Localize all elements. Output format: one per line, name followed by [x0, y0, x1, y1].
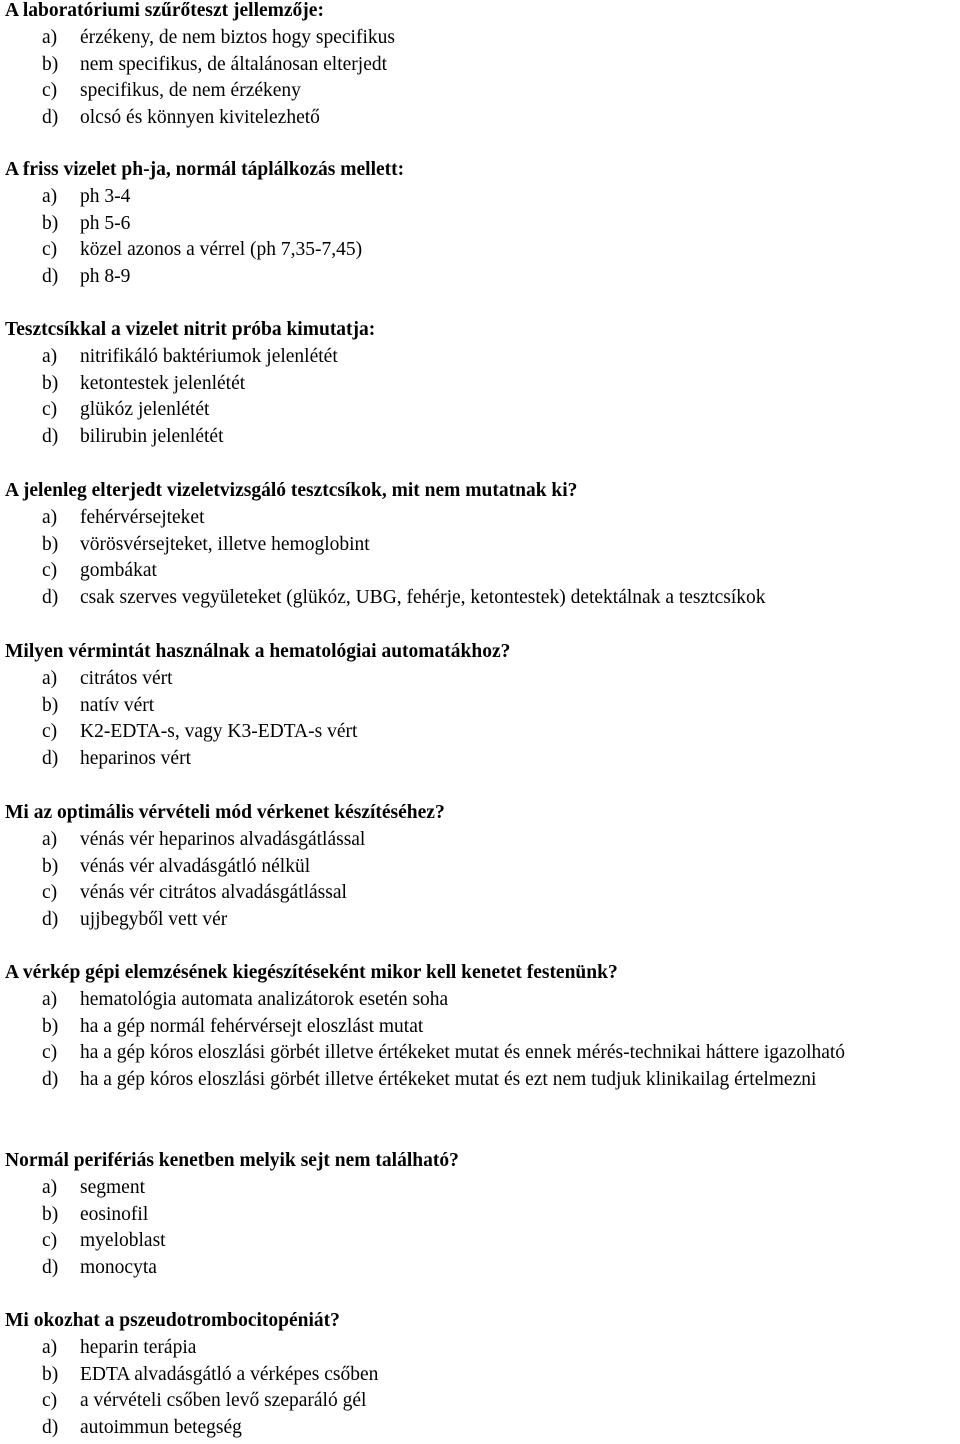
answer-option	[5, 1175, 960, 1202]
answer-option	[5, 666, 960, 693]
answer-option	[5, 987, 960, 1014]
option-letter: d)	[42, 748, 59, 770]
option-letter: c)	[42, 882, 58, 904]
option-letter: c)	[42, 1390, 58, 1412]
option-text: hematológia automata analizátorok esetén soha	[80, 988, 449, 1010]
question-title: Tesztcsíkkal a vizelet nitrit próba kimutatja:	[5, 319, 376, 340]
option-text: autoimmun betegség	[80, 1417, 242, 1439]
option-letter: d)	[42, 107, 59, 129]
question-title: Milyen vérmintát használnak a hematológiai automatákhoz?	[5, 641, 511, 662]
option-text: közel azonos a vérrel (ph 7,35-7,45)	[80, 239, 363, 261]
option-letter: c)	[42, 399, 58, 421]
option-text: ha a gép kóros eloszlási görbét illetve értékeket mutat és ennek mérés-technikai háttere igazolható	[80, 1042, 846, 1064]
option-letter: b)	[42, 855, 59, 877]
question-block	[5, 639, 960, 773]
option-text: heparinos vért	[80, 748, 192, 770]
answer-option	[5, 1067, 960, 1094]
option-text: olcsó és könnyen kivitelezhető	[80, 107, 320, 129]
answer-option	[5, 1228, 960, 1255]
option-text: glükóz jelenlétét	[80, 399, 210, 421]
question-title: A vérkép gépi elemzésének kiegészítéseként mikor kell kenetet festenünk?	[5, 962, 618, 983]
option-text: nem specifikus, de általánosan elterjedt	[80, 53, 388, 75]
option-letter: b)	[42, 1363, 59, 1385]
option-letter: a)	[42, 828, 58, 850]
option-text: myeloblast	[80, 1230, 166, 1252]
answer-option	[5, 719, 960, 746]
answer-option	[5, 424, 960, 451]
option-text: ha a gép normál fehérvérsejt eloszlást mutat	[80, 1015, 424, 1037]
answer-option	[5, 907, 960, 934]
option-letter: b)	[42, 372, 59, 394]
option-letter: d)	[42, 1417, 59, 1439]
option-letter: a)	[42, 667, 58, 689]
answer-option	[5, 1014, 960, 1041]
option-letter: a)	[42, 1176, 58, 1198]
answer-option	[5, 1040, 960, 1067]
option-letter: a)	[42, 345, 58, 367]
answer-option	[5, 585, 960, 612]
option-letter: d)	[42, 587, 59, 609]
option-letter: a)	[42, 988, 58, 1010]
option-text: vénás vér citrátos alvadásgátlással	[80, 882, 347, 904]
question-block	[5, 157, 960, 291]
option-text: vénás vér heparinos alvadásgátlással	[80, 828, 366, 850]
option-text: EDTA alvadásgátló a vérképes csőben	[80, 1363, 379, 1385]
question-title: A friss vizelet ph-ja, normál táplálkozás mellett:	[5, 159, 405, 180]
question-block	[5, 1148, 960, 1282]
answer-option	[5, 1388, 960, 1415]
question-block	[5, 478, 960, 612]
option-letter: a)	[42, 1336, 58, 1358]
question-block	[5, 960, 960, 1094]
option-text: nitrifikáló baktériumok jelenlétét	[80, 345, 338, 367]
option-text: K2-EDTA-s, vagy K3-EDTA-s vért	[80, 721, 358, 743]
option-letter: a)	[42, 185, 58, 207]
option-letter: b)	[42, 1203, 59, 1225]
option-text: monocyta	[80, 1257, 157, 1279]
option-letter: b)	[42, 212, 59, 234]
answer-option	[5, 880, 960, 907]
option-letter: b)	[42, 533, 59, 555]
answer-option	[5, 78, 960, 105]
option-text: a vérvételi csőben levő szeparáló gél	[80, 1390, 367, 1412]
option-text: vörösvérsejteket, illetve hemoglobint	[80, 533, 370, 555]
question-title: Mi okozhat a pszeudotrombocitopéniát?	[5, 1310, 340, 1331]
answer-option	[5, 211, 960, 238]
answer-option	[5, 237, 960, 264]
option-text: specifikus, de nem érzékeny	[80, 80, 301, 102]
option-letter: b)	[42, 694, 59, 716]
option-text: segment	[80, 1176, 145, 1198]
answer-option	[5, 1362, 960, 1389]
question-title: A jelenleg elterjedt vizeletvizsgáló tesztcsíkok, mit nem mutatnak ki?	[5, 480, 578, 501]
answer-option	[5, 1335, 960, 1362]
option-letter: b)	[42, 1015, 59, 1037]
question-block	[5, 0, 960, 132]
answer-option	[5, 397, 960, 424]
answer-option	[5, 52, 960, 79]
option-text: ph 8-9	[80, 266, 131, 288]
option-text: vénás vér alvadásgátló nélkül	[80, 855, 311, 877]
question-title: Mi az optimális vérvételi mód vérkenet készítéséhez?	[5, 802, 445, 823]
answer-option	[5, 827, 960, 854]
option-letter: d)	[42, 1069, 59, 1091]
answer-option	[5, 1415, 960, 1442]
answer-option	[5, 532, 960, 559]
option-letter: b)	[42, 53, 59, 75]
answer-option	[5, 558, 960, 585]
answer-option	[5, 693, 960, 720]
option-text: érzékeny, de nem biztos hogy specifikus	[80, 26, 395, 48]
option-text: ketontestek jelenlétét	[80, 372, 246, 394]
option-text: ujjbegyből vett vér	[80, 909, 228, 931]
question-title: Normál perifériás kenetben melyik sejt nem található?	[5, 1150, 459, 1171]
question-block	[5, 317, 960, 451]
option-text: eosinofil	[80, 1203, 149, 1225]
answer-option	[5, 1202, 960, 1229]
answer-option	[5, 105, 960, 132]
answer-option	[5, 344, 960, 371]
option-text: heparin terápia	[80, 1336, 197, 1358]
option-letter: d)	[42, 266, 59, 288]
option-letter: c)	[42, 1230, 58, 1252]
option-text: ph 3-4	[80, 185, 131, 207]
option-letter: c)	[42, 560, 58, 582]
option-text: natív vért	[80, 694, 155, 716]
answer-option	[5, 1255, 960, 1282]
option-letter: d)	[42, 426, 59, 448]
option-text: fehérvérsejteket	[80, 506, 205, 528]
option-text: ha a gép kóros eloszlási görbét illetve értékeket mutat és ezt nem tudjuk klinikailag értelmezni	[80, 1069, 817, 1091]
answer-option	[5, 264, 960, 291]
option-text: citrátos vért	[80, 667, 173, 689]
answer-option	[5, 505, 960, 532]
option-letter: c)	[42, 721, 58, 743]
answer-option	[5, 854, 960, 881]
question-title: A laboratóriumi szűrőteszt jellemzője:	[5, 0, 324, 21]
question-block	[5, 800, 960, 934]
option-letter: c)	[42, 239, 58, 261]
option-letter: c)	[42, 80, 58, 102]
option-text: ph 5-6	[80, 212, 131, 234]
option-text: bilirubin jelenlétét	[80, 426, 224, 448]
answer-option	[5, 25, 960, 52]
option-letter: a)	[42, 26, 58, 48]
option-letter: d)	[42, 1257, 59, 1279]
option-letter: d)	[42, 909, 59, 931]
answer-option	[5, 746, 960, 773]
option-text: csak szerves vegyületeket (glükóz, UBG, fehérje, ketontestek) detektálnak a tesztcsíkok	[80, 587, 766, 609]
option-letter: c)	[42, 1042, 58, 1064]
answer-option	[5, 371, 960, 398]
answer-option	[5, 184, 960, 211]
option-letter: a)	[42, 506, 58, 528]
option-text: gombákat	[80, 560, 157, 582]
question-block	[5, 1308, 960, 1442]
